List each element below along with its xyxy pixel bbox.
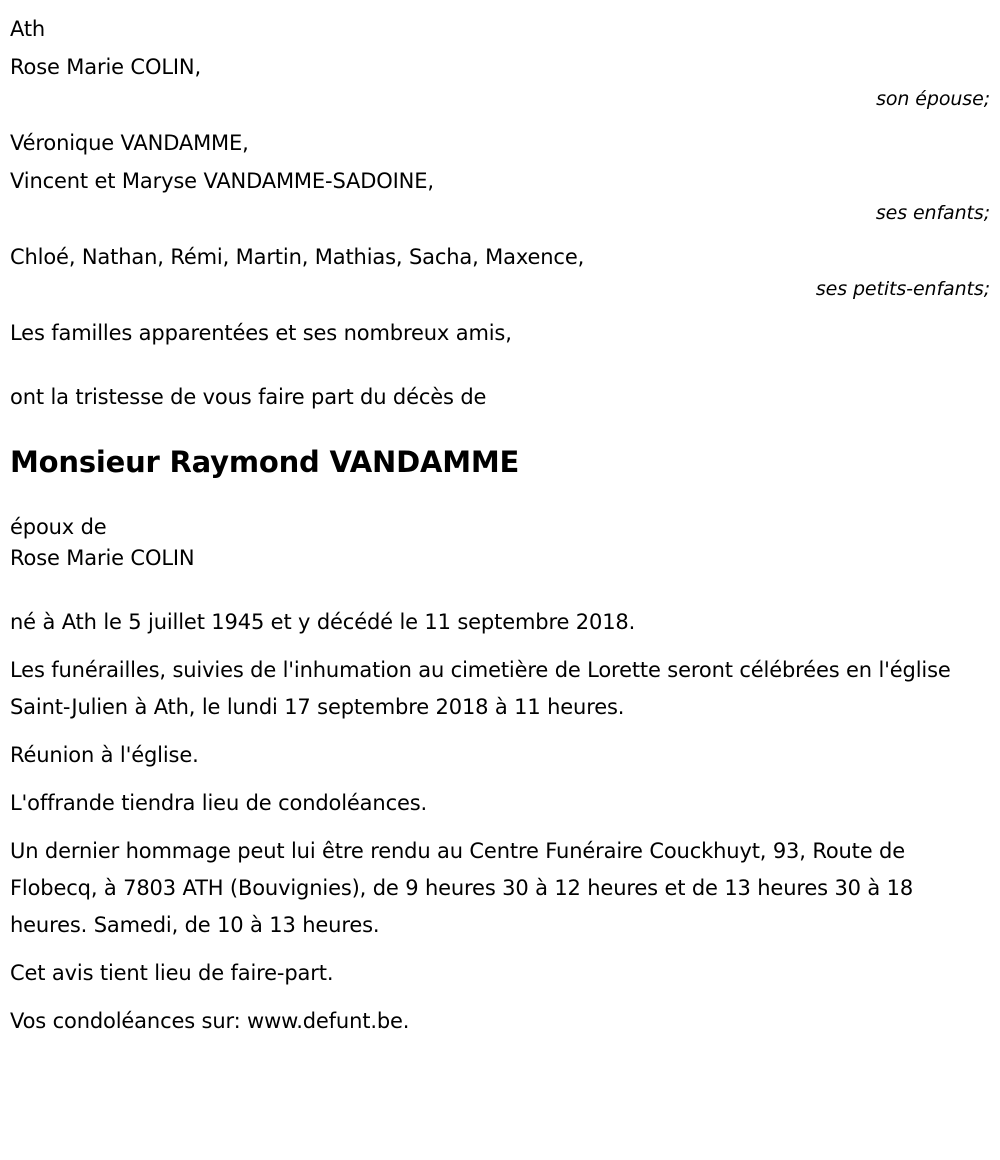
spacer-before-name xyxy=(10,412,992,442)
spouse-of-name: Rose Marie COLIN xyxy=(10,546,195,570)
spacer-before-intro xyxy=(10,352,992,382)
faire-part-paragraph: Cet avis tient lieu de faire-part. xyxy=(10,961,334,985)
child-line-1: Véronique VANDAMME, xyxy=(10,131,249,155)
spouse-of-label: époux de xyxy=(10,515,107,539)
grandchildren-role-label: ses petits-enfants; xyxy=(815,278,990,300)
spacer-after-spouse-role xyxy=(10,112,992,124)
spacer-after-name xyxy=(10,482,992,512)
condolences-paragraph: Vos condoléances sur: www.defunt.be. xyxy=(10,1009,410,1033)
child-line-2: Vincent et Maryse VANDAMME-SADOINE, xyxy=(10,169,434,193)
spouse-role-label: son épouse; xyxy=(876,88,990,110)
other-relatives-line: Les familles apparentées et ses nombreux amis, xyxy=(10,321,512,345)
spouse-survivor-line: Rose Marie COLIN, xyxy=(10,55,202,79)
spacer-after-children-role xyxy=(10,226,992,238)
spacer-before-details xyxy=(10,574,992,604)
visitation-paragraph: Un dernier hommage peut lui être rendu au Centre Funéraire Couckhuyt, 93, Route de Flobecq, à 7803 ATH (Bouvignies), de 9 heures 30 à 12 heures et de 13 heures 30 à 18 heures. Samedi, de 10 à 13 heures. xyxy=(10,839,914,937)
funeral-paragraph: Les funérailles, suivies de l'inhumation au cimetière de Lorette seront célébrées en l'église Saint-Julien à Ath, le lundi 17 septembre 2018 à 11 heures. xyxy=(10,658,951,719)
offering-paragraph: L'offrande tiendra lieu de condoléances. xyxy=(10,791,428,815)
gathering-paragraph: Réunion à l'église. xyxy=(10,743,199,767)
locality-line: Ath xyxy=(10,17,46,41)
birth-death-paragraph: né à Ath le 5 juillet 1945 et y décédé le 11 septembre 2018. xyxy=(10,610,636,634)
spacer-after-grandchildren-role xyxy=(10,302,992,314)
grandchildren-line: Chloé, Nathan, Rémi, Martin, Mathias, Sacha, Maxence, xyxy=(10,245,585,269)
children-role-label: ses enfants; xyxy=(875,202,990,224)
announcement-intro: ont la tristesse de vous faire part du décès de xyxy=(10,385,487,409)
deceased-name: Monsieur Raymond VANDAMME xyxy=(10,445,520,479)
